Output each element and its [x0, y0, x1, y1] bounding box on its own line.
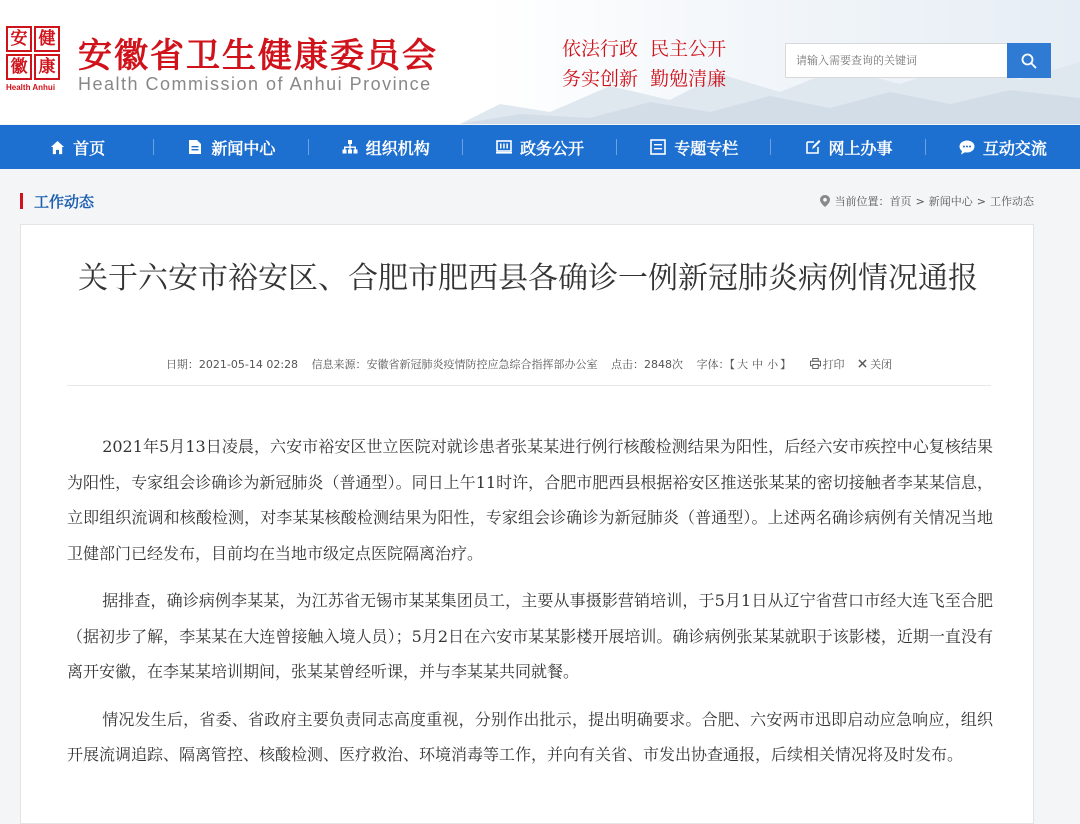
breadcrumb-work-updates-link[interactable]: 工作动态: [990, 195, 1034, 208]
nav-label: 网上办事: [828, 138, 893, 158]
close-label: 关闭: [870, 358, 893, 371]
site-name-chinese[interactable]: 安徽省卫生健康委员会: [78, 36, 438, 76]
search-box: [785, 43, 1051, 78]
breadcrumb-prefix: 当前位置：: [834, 195, 890, 208]
article-meta: [67, 356, 991, 372]
slogan-line-1: 依法行政 民主公开: [562, 38, 727, 60]
article-body: [67, 429, 993, 785]
site-logo[interactable]: [6, 26, 62, 98]
search-button[interactable]: [1007, 43, 1051, 78]
printer-icon: [810, 358, 821, 369]
article-panel: [20, 224, 1034, 824]
breadcrumb-home-link[interactable]: 首页: [889, 195, 912, 208]
close-icon: [858, 359, 867, 368]
close-button[interactable]: [858, 358, 892, 371]
article-paragraph: 2021年5月13日凌晨，六安市裕安区世立医院对就诊患者张某某进行例行核酸检测结果为阳性，后经六安市疾控中心复核结果为阳性，专家组会诊确诊为新冠肺炎（普通型）。同日上午11时许，合肥市肥西县根据裕安区推送张某某的密切接触者李某某信息，立即组织流调和核酸检测，对李某某核酸检测结果为阳性，专家组会诊确诊为新冠肺炎（普通型）。上述两名确诊病例有关情况当地卫健部门已经发布，目前均在当地市级定点医院隔离治疗。: [67, 437, 993, 563]
font-size-small-button[interactable]: 小: [767, 358, 779, 371]
breadcrumb-separator: >: [976, 194, 986, 208]
logo-char: 康: [34, 54, 60, 80]
nav-item-special-topics[interactable]: [617, 125, 771, 169]
nav-label: 组织机构: [365, 138, 430, 158]
org-chart-icon: [342, 139, 358, 155]
slogan: [562, 34, 726, 94]
article-paragraph: 情况发生后，省委、省政府主要负责同志高度重视，分别作出批示，提出明确要求。合肥、六安两市迅即启动应急响应，组织开展流调追踪、隔离管控、核酸检测、医疗救治、环境消毒等工作，并向有关省、市发出协查通报，后续相关情况将及时发布。: [67, 709, 993, 764]
nav-item-interaction[interactable]: [926, 125, 1080, 169]
nav-label: 新闻中心: [211, 138, 276, 158]
nav-item-government-affairs[interactable]: [463, 125, 617, 169]
breadcrumb-separator: >: [915, 194, 925, 208]
breadcrumb: [820, 193, 1034, 209]
nav-item-news-center[interactable]: [154, 125, 308, 169]
logo-char: 健: [34, 26, 60, 52]
article-title: 关于六安市裕安区、合肥市肥西县各确诊一例新冠肺炎病例情况通报: [78, 261, 978, 296]
nav-label: 首页: [73, 138, 106, 158]
logo-char: 安: [6, 26, 32, 52]
nav-label: 互动交流: [982, 138, 1047, 158]
article-click-count: 点击：2848次: [611, 358, 684, 371]
main-nav: [0, 125, 1080, 169]
nav-label: 政务公开: [519, 138, 584, 158]
article-source: 信息来源：安徽省新冠肺炎疫情防控应急综合指挥部办公室: [311, 358, 598, 371]
breadcrumb-news-center-link[interactable]: 新闻中心: [928, 195, 973, 208]
open-book-icon: [496, 139, 512, 155]
column-bar: [20, 186, 1040, 216]
logo-char: 徽: [6, 54, 32, 80]
location-pin-icon: [820, 195, 830, 207]
topic-icon: [650, 139, 666, 155]
font-size-label: 字体：【: [696, 358, 736, 371]
column-marker: [20, 193, 23, 209]
site-header: [0, 0, 1080, 124]
search-icon: [1021, 53, 1037, 69]
font-size-control: [697, 358, 795, 371]
font-size-medium-button[interactable]: 中: [752, 358, 764, 371]
nav-item-organization[interactable]: [309, 125, 463, 169]
home-icon: [49, 139, 65, 155]
search-input[interactable]: [785, 43, 1007, 78]
edit-icon: [805, 139, 821, 155]
site-name-english: Health Commission of Anhui Province: [78, 74, 432, 94]
article-paragraph: 据排查，确诊病例李某某，为江苏省无锡市某某集团员工，主要从事摄影营销培训，于5月1日从辽宁省营口市经大连飞至合肥（据初步了解，李某某在大连曾接触入境人员）；5月2日在六安市某某影楼开展培训。确诊病例张某某就职于该影楼，近期一直没有离开安徽，在李某某培训期间，张某某曾经听课，并与李某某共同就餐。: [67, 591, 993, 681]
nav-item-online-services[interactable]: [771, 125, 925, 169]
print-button[interactable]: [810, 358, 849, 371]
font-size-close-bracket: 】: [780, 358, 792, 371]
nav-label: 专题专栏: [674, 138, 739, 158]
chat-icon: [959, 139, 975, 155]
slogan-line-2: 务实创新 勤勉清廉: [562, 68, 727, 90]
nav-item-home[interactable]: [0, 125, 154, 169]
meta-divider: [67, 385, 991, 386]
column-title: 工作动态: [34, 193, 95, 211]
font-size-large-button[interactable]: 大: [737, 358, 749, 371]
print-label: 打印: [822, 358, 845, 371]
article-date: 日期：2021-05-14 02:28: [165, 358, 299, 371]
document-icon: [187, 139, 203, 155]
logo-caption: Health Anhui: [6, 83, 56, 92]
